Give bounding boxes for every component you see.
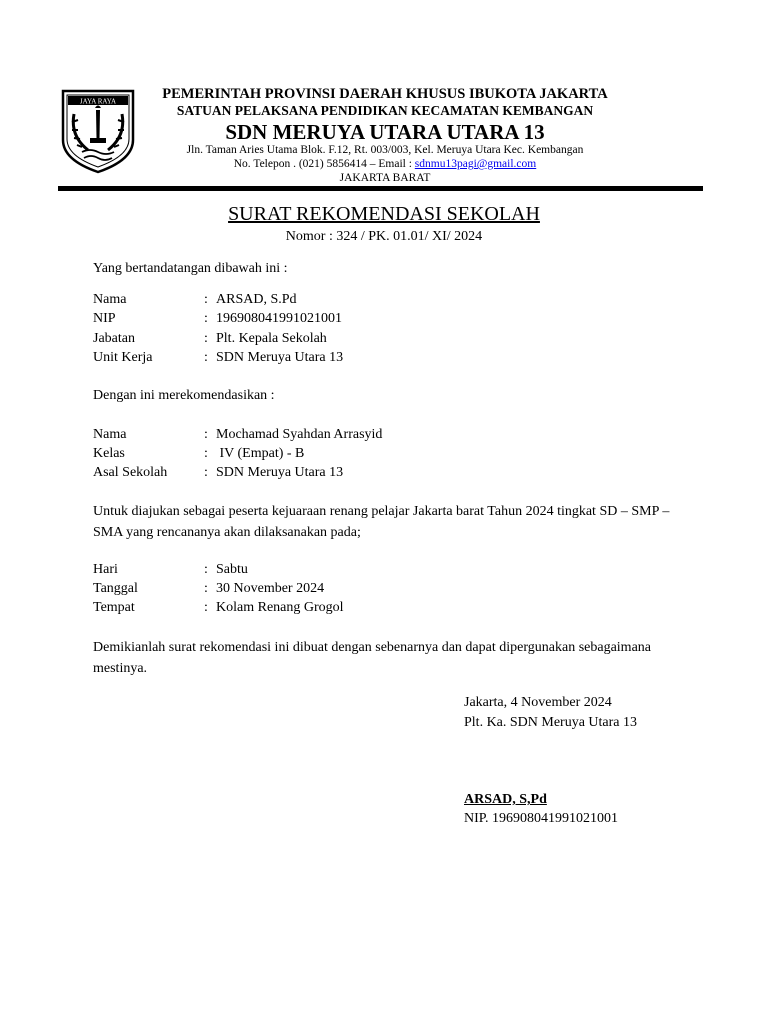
letterhead-email-link[interactable]: sdnmu13pagi@gmail.com — [414, 158, 537, 170]
field-value: ARSAD, S.Pd — [216, 292, 297, 307]
field-separator: : — [204, 562, 208, 577]
field-separator: : — [204, 446, 208, 461]
letterhead-phone: No. Telepon . (021) 5856414 – Email : — [233, 158, 415, 170]
letterhead-divider — [58, 186, 703, 191]
field-label: NIP — [93, 311, 116, 326]
closing-paragraph: Demikianlah surat rekomendasi ini dibuat dengan sebenarnya dan dapat dipergunakan sebagaimana mestinya. — [93, 640, 651, 676]
field-separator: : — [204, 581, 208, 596]
field-value: Sabtu — [216, 562, 248, 577]
intro-text: Yang bertandatangan dibawah ini : — [93, 261, 288, 276]
field-separator: : — [204, 292, 208, 307]
field-label: Tempat — [93, 600, 135, 615]
signature-name: ARSAD, S,Pd — [464, 792, 547, 807]
field-label: Tanggal — [93, 581, 138, 596]
field-label: Nama — [93, 292, 127, 307]
letter-number: Nomor : 324 / PK. 01.01/ XI/ 2024 — [285, 229, 483, 244]
svg-text:JAYA RAYA: JAYA RAYA — [79, 97, 117, 106]
field-label: Jabatan — [93, 331, 135, 346]
field-value: 196908041991021001 — [216, 311, 342, 326]
letterhead-school-name: SDN MERUYA UTARA UTARA 13 — [225, 120, 545, 144]
field-separator: : — [204, 427, 208, 442]
letterhead-city: JAKARTA BARAT — [339, 172, 431, 184]
field-separator: : — [204, 331, 208, 346]
field-value: SDN Meruya Utara 13 — [216, 350, 344, 365]
field-label: Unit Kerja — [93, 350, 153, 365]
field-value: Kolam Renang Grogol — [216, 600, 344, 615]
field-value: 30 November 2024 — [216, 581, 325, 596]
purpose-paragraph: Untuk diajukan sebagai peserta kejuaraan renang pelajar Jakarta barat Tahun 2024 tingkat SD – SMP – SMA yang rencananya akan dilaksanakan pada; — [93, 504, 670, 540]
field-value: Mochamad Syahdan Arrasyid — [216, 427, 383, 442]
field-separator: : — [204, 465, 208, 480]
field-value: SDN Meruya Utara 13 — [216, 465, 344, 480]
letterhead-contact — [130, 158, 640, 170]
field-separator: : — [204, 311, 208, 326]
field-label: Nama — [93, 427, 127, 442]
field-value: IV (Empat) - B — [216, 446, 305, 461]
letterhead-government: PEMERINTAH PROVINSI DAERAH KHUSUS IBUKOTA JAKARTA — [162, 86, 608, 102]
field-label: Asal Sekolah — [93, 465, 168, 480]
signature-place-date: Jakarta, 4 November 2024 — [464, 695, 612, 710]
field-value: Plt. Kepala Sekolah — [216, 331, 327, 346]
signature-position: Plt. Ka. SDN Meruya Utara 13 — [464, 715, 638, 730]
field-separator: : — [204, 350, 208, 365]
letterhead-address: Jln. Taman Aries Utama Blok. F.12, Rt. 003/003, Kel. Meruya Utara Kec. Kembangan — [186, 144, 584, 156]
field-label: Kelas — [93, 446, 125, 461]
letterhead-unit: SATUAN PELAKSANA PENDIDIKAN KECAMATAN KEMBANGAN — [176, 103, 594, 118]
jakarta-coat-of-arms-logo — [60, 88, 136, 174]
recommend-intro-text: Dengan ini merekomendasikan : — [93, 388, 275, 403]
field-separator: : — [204, 600, 208, 615]
signature-nip: NIP. 196908041991021001 — [464, 811, 619, 826]
letter-title: SURAT REKOMENDASI SEKOLAH — [228, 203, 540, 225]
field-label: Hari — [93, 562, 118, 577]
